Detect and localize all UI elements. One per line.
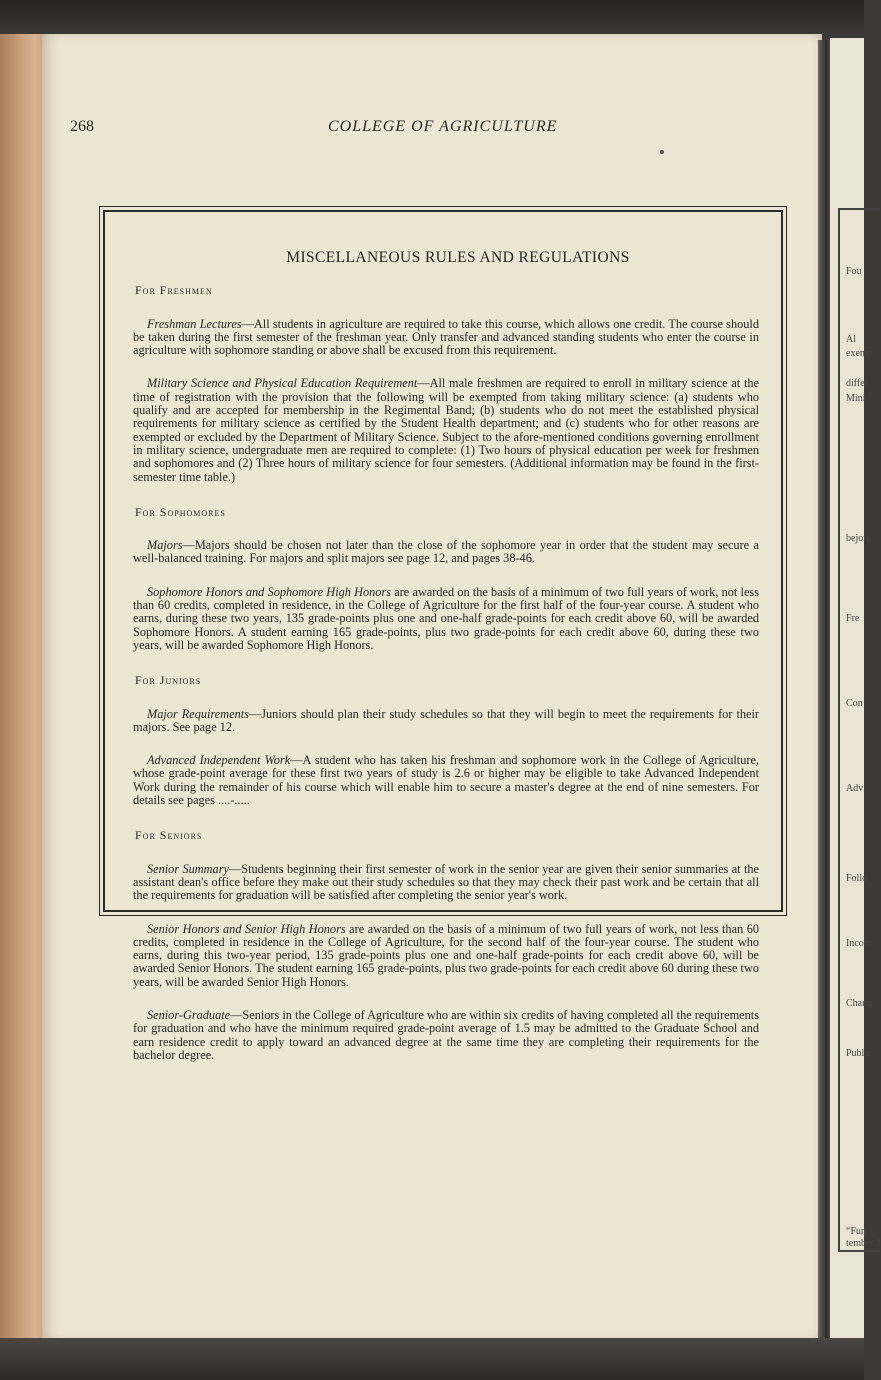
paragraph-text: are awarded on the basis of a minimum of two full years of work, not less than 60 credits, completed in residence in the College of Agriculture, for the second half of the four-year course. The student who earns, during this two-year period, 135 grade-points plus one and one-half grade-points for each credit above 60, will be awarded Senior Honors. The student earning 165 grade-points, plus two grade-points for each credit above 60 during these two years, will be awarded Senior High Honors. xyxy=(133,921,759,989)
scan-bottom-edge xyxy=(0,1338,864,1380)
section-heading-seniors: For Seniors xyxy=(135,828,203,843)
paragraph-lead: Military Science and Physical Education Requirement xyxy=(147,376,418,391)
ink-speck xyxy=(660,150,664,154)
page-number: 268 xyxy=(70,118,94,135)
paragraph-lead: Advanced Independent Work xyxy=(147,753,291,768)
adjacent-fragment: Incom xyxy=(846,938,872,949)
adjacent-fragment: exemp xyxy=(846,348,873,359)
paragraph-lead: Major Requirements xyxy=(147,706,249,721)
paragraph-lead: Majors xyxy=(147,538,183,553)
paragraph-majors xyxy=(133,539,759,566)
paragraph-lead: Sophomore Honors and Sophomore High Honors xyxy=(147,584,392,599)
rules-content xyxy=(133,247,759,1062)
paragraph-senior-graduate xyxy=(133,1009,759,1062)
paragraph-text: —All male freshmen are required to enroll in military science at the time of registration with the provision that the following will be exempted from taking military science: (a) students who qualify and are accepted for membership in the Regimental Band; (b) students who do not meet the established physical requirements for military science as certified by the Student Health department; and (c) students who for other reasons are exempted or excluded by the Department of Military Science. Subject to the afore-mentioned conditions governing enrollment in military science, undergraduate men are required to complete: (1) Two hours of physical education per week for freshmen and sophomores and (2) Three hours of military science for four semesters. (Additional information may be found in the first-semester time table.) xyxy=(133,376,759,484)
paragraph-freshman-lectures xyxy=(133,318,759,358)
section-heading-juniors: For Juniors xyxy=(135,673,202,688)
page-title: MISCELLANEOUS RULES AND REGULATIONS xyxy=(286,249,630,266)
paragraph-text: are awarded on the basis of a minimum of two full years of work, not less than 60 credits, completed in residence, in the College of Agriculture for the first half of the four-year course. A student who earns, during these two years, 135 grade-points plus one and one-half grade-points for each credit above 60, will be awarded Sophomore Honors. A student earning 165 grade-points, plus two grade-points for each credit above 60, during these two years, will be awarded Sophomore High Honors. xyxy=(133,584,759,652)
adjacent-fragment: Public xyxy=(846,1048,872,1059)
paragraph-text: —All students in agriculture are required to take this course, which allows one credit. The course should be taken during the first semester of the freshman year. Only transfer and advanced standing students who enter the course in agriculture with sophomore standing or above shall be excused from this requirement. xyxy=(133,316,759,358)
adjacent-fragment: Mini xyxy=(846,393,866,404)
adjacent-fragment: Follo xyxy=(846,873,868,884)
paragraph-senior-honors xyxy=(133,923,759,989)
paragraph-advanced-independent-work xyxy=(133,754,759,807)
paragraph-text: —Seniors in the College of Agriculture who are within six credits of having completed all the requirements for graduation and who have the minimum required grade-point average of 1.5 may be admitted to the Graduate School and earn residence credit to apply toward an advanced degree at the same time they are completing their requirements for the bachelor degree. xyxy=(133,1007,759,1062)
section-heading-freshmen: For Freshmen xyxy=(135,283,213,298)
paragraph-text: —A student who has taken his freshman and sophomore work in the College of Agriculture, whose grade-point average for these first two years of study is 2.6 or higher may be eligible to take Advanced Independent Work during the remainder of his course which will enable him to secure a master's degree at the end of nine semesters. For details see pages ....-..... xyxy=(133,753,759,808)
paragraph-sophomore-honors xyxy=(133,586,759,652)
paragraph-lead: Senior Honors and Senior High Honors xyxy=(147,921,346,936)
adjacent-fragment: Chang xyxy=(846,998,873,1009)
paragraph-text: —Juniors should plan their study schedules so that they will begin to meet the requirements for their majors. See page 12. xyxy=(133,706,759,734)
running-head: COLLEGE OF AGRICULTURE xyxy=(328,118,558,135)
adjacent-fragment: Adv xyxy=(846,783,864,794)
adjacent-fragment: Al xyxy=(846,334,856,345)
paragraph-military-science xyxy=(133,377,759,483)
section-heading-sophomores: For Sophomores xyxy=(135,504,226,519)
adjacent-fragment: Con xyxy=(846,698,863,709)
adjacent-fragment: differ xyxy=(846,378,869,389)
adjacent-fragment: bejore xyxy=(846,533,871,544)
adjacent-fragment: tember 1 xyxy=(846,1238,881,1249)
paragraph-lead: Senior-Graduate xyxy=(147,1007,231,1022)
paragraph-text: —Majors should be chosen not later than the close of the sophomore year in order that the student may secure a well-balanced training. For majors and split majors see page 12, and pages 38-46. xyxy=(133,538,759,566)
adjacent-fragment: Fre xyxy=(846,613,860,624)
paragraph-text: —Students beginning their first semester of work in the senior year are given their senior summaries at the assistant dean's office before they make out their study schedules so that they may check their past work and be certain that all the requirements for graduation will be satisfied after completing the senior year's work. xyxy=(133,861,759,903)
adjacent-page-frame xyxy=(838,208,880,1252)
adjacent-fragment: “Fun xyxy=(846,1226,866,1237)
paragraph-lead: Freshman Lectures xyxy=(147,316,242,331)
paragraph-lead: Senior Summary xyxy=(147,861,229,876)
paragraph-major-requirements xyxy=(133,708,759,735)
book-spine xyxy=(0,34,46,1342)
adjacent-page xyxy=(830,38,881,1338)
paragraph-senior-summary xyxy=(133,863,759,903)
adjacent-fragment: Fou xyxy=(846,266,862,277)
